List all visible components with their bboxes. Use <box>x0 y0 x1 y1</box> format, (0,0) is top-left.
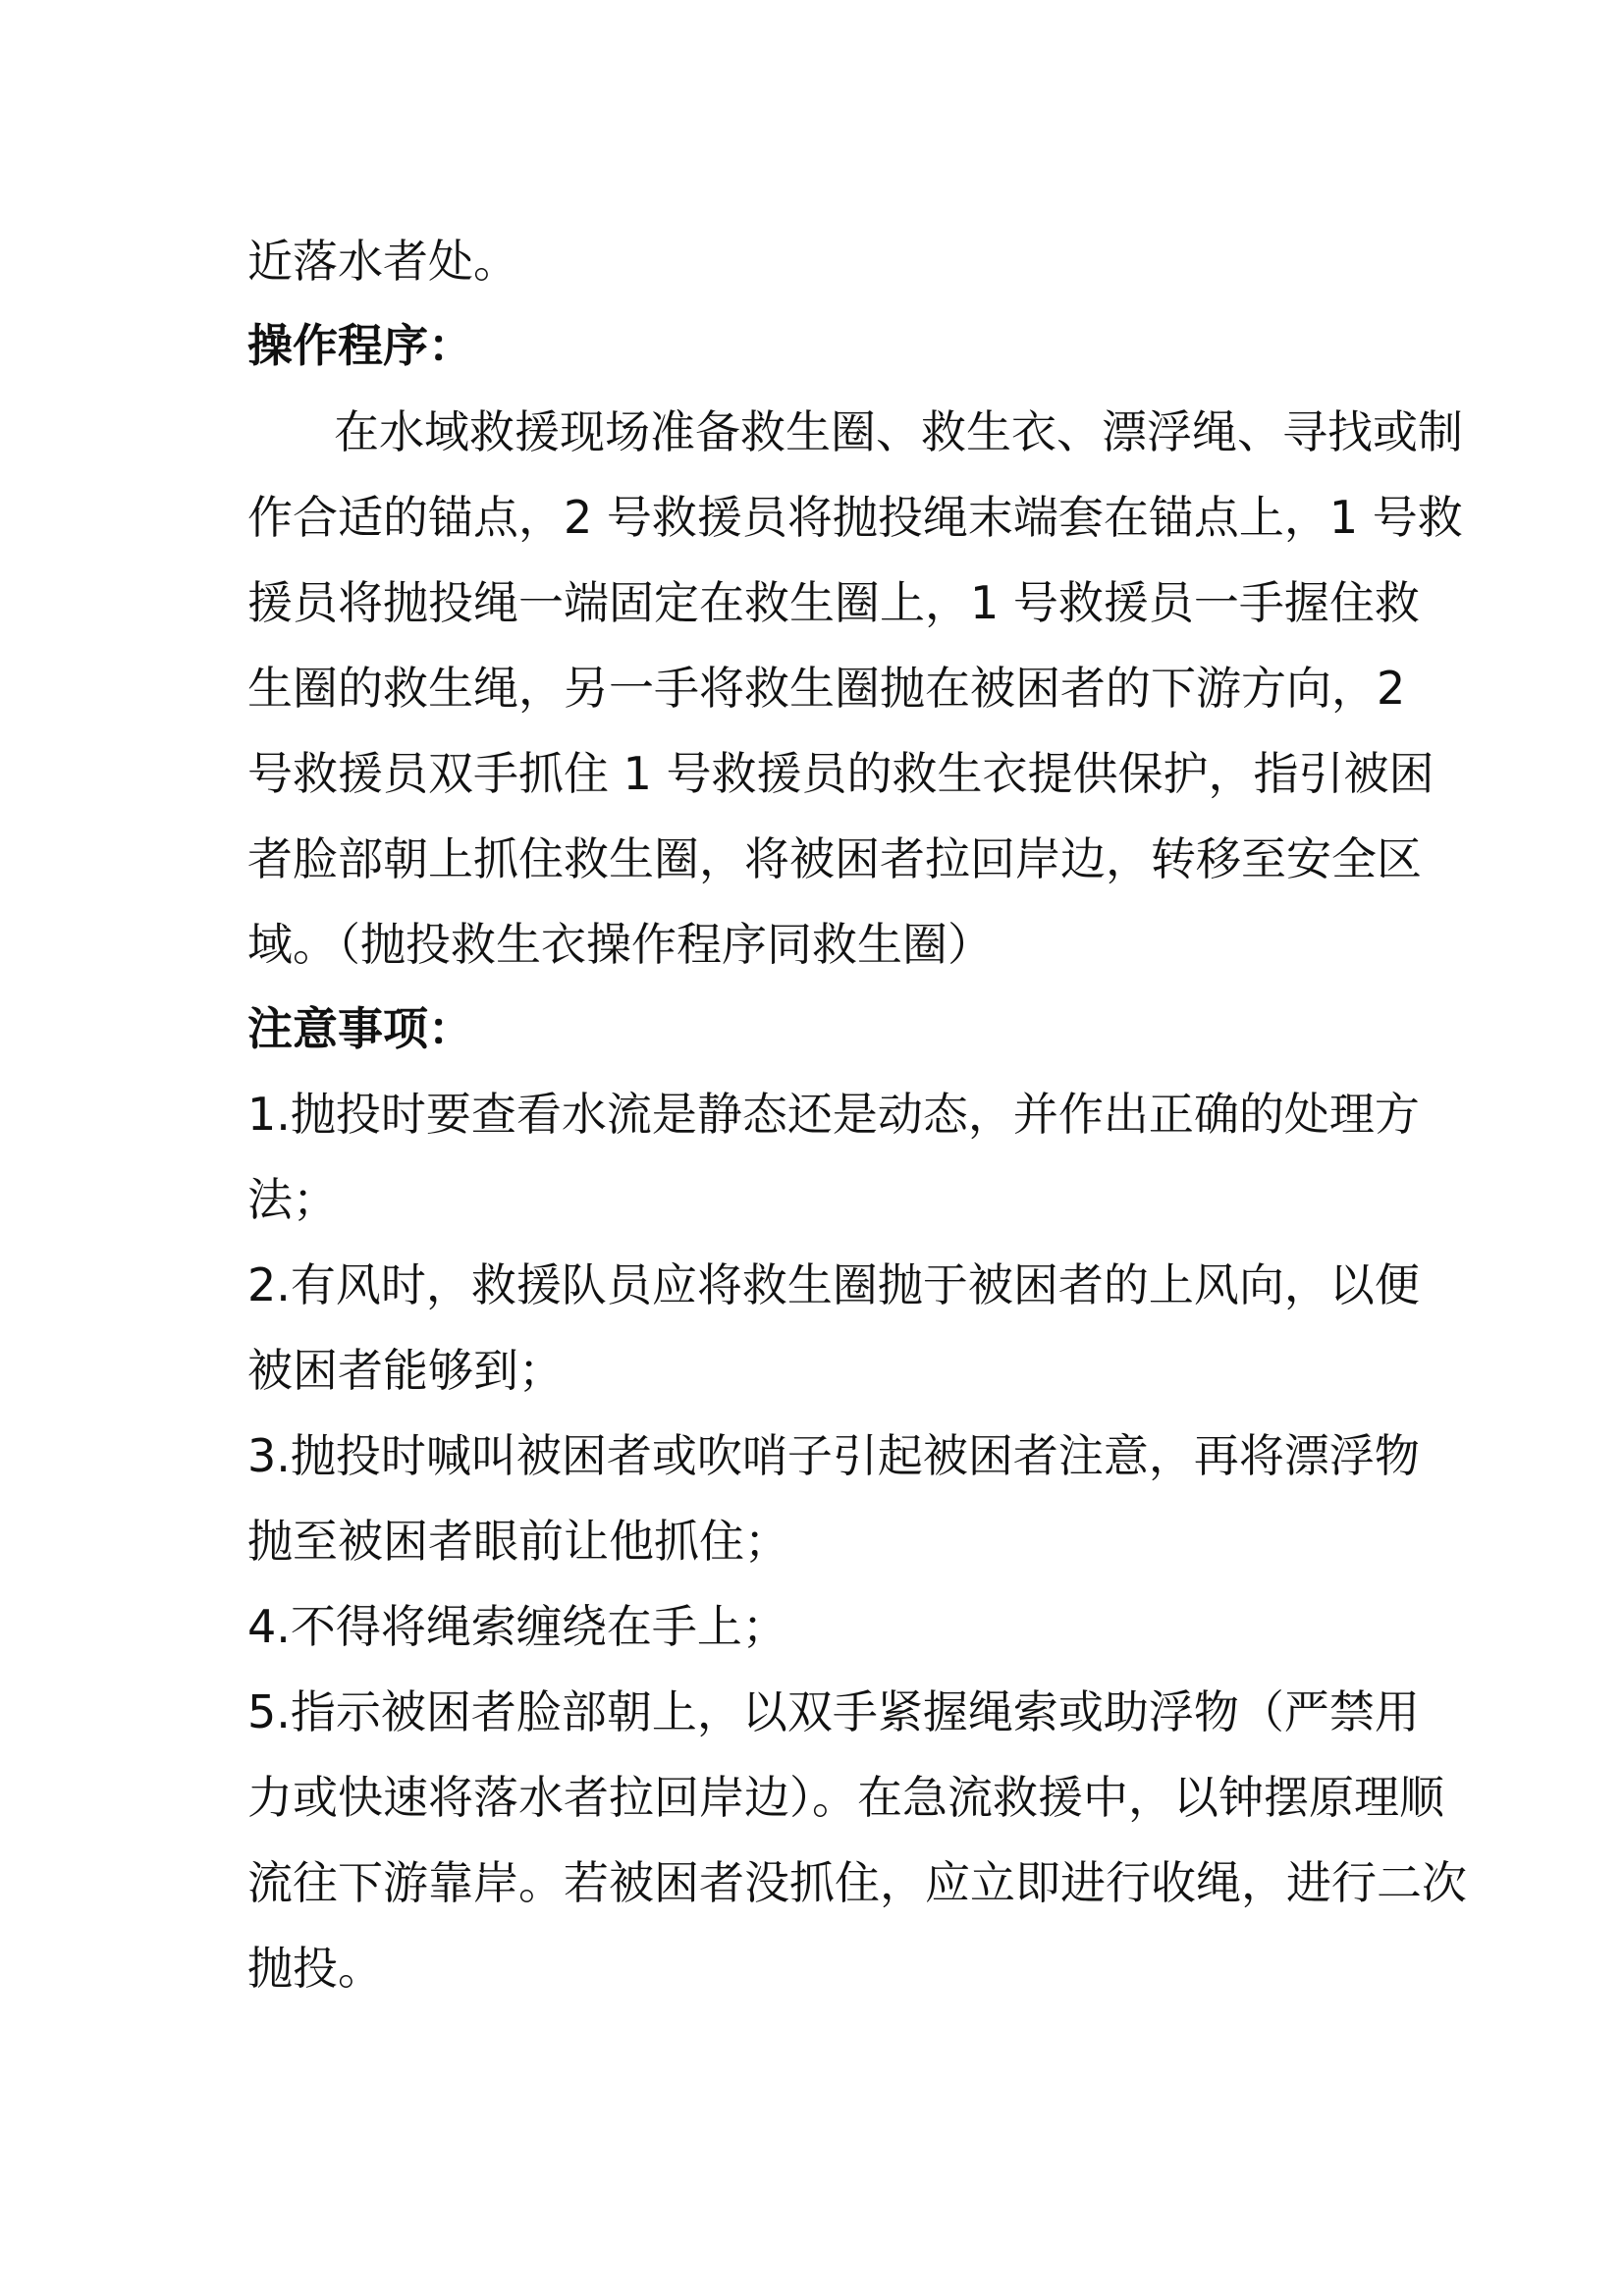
list-item-line: 被困者能够到； <box>247 1344 564 1397</box>
paragraph-line: 在水域救援现场准备救生圈、救生衣、漂浮绳、寻找或制 <box>334 405 1463 458</box>
section-heading-procedure: 操作程序： <box>247 319 473 372</box>
list-item-line: 流往下游靠岸。若被困者没抓住，应立即进行收绳，进行二次 <box>247 1856 1467 1909</box>
paragraph-line: 者脸部朝上抓住救生圈，将被困者拉回岸边，转移至安全区 <box>247 832 1422 885</box>
paragraph-line: 援员将抛投绳一端固定在救生圈上，1 号救援员一手握住救 <box>247 576 1420 629</box>
list-item-line: 抛投。 <box>247 1942 383 1995</box>
paragraph-line: 生圈的救生绳，另一手将救生圈抛在被困者的下游方向，2 <box>247 662 1406 715</box>
list-item-line: 4.不得将绳索缠绕在手上； <box>247 1600 787 1653</box>
list-item-line: 法； <box>247 1173 338 1226</box>
list-item-line: 力或快速将落水者拉回岸边）。在急流救援中，以钟摆原理顺 <box>247 1771 1444 1824</box>
paragraph-line: 号救援员双手抓住 1 号救援员的救生衣提供保护，指引被困 <box>247 747 1435 800</box>
list-item-line: 2.有风时，救援队员应将救生圈抛于被困者的上风向，以便 <box>247 1258 1420 1311</box>
paragraph-line: 作合适的锚点，2 号救援员将抛投绳末端套在锚点上，1 号救 <box>247 491 1463 544</box>
list-item-line: 5.指示被困者脸部朝上，以双手紧握绳索或助浮物（严禁用 <box>247 1685 1420 1738</box>
section-heading-notes: 注意事项： <box>247 1002 473 1055</box>
list-item-line: 3.抛投时喊叫被困者或吹哨子引起被困者注意，再将漂浮物 <box>247 1429 1420 1482</box>
paragraph-line: 域。（抛投救生衣操作程序同救生圈） <box>247 918 993 971</box>
list-item-line: 1.抛投时要查看水流是静态还是动态，并作出正确的处理方 <box>247 1088 1420 1141</box>
list-item-line: 抛至被困者眼前让他抓住； <box>247 1515 789 1568</box>
text-line-continuation: 近落水者处。 <box>247 235 518 288</box>
